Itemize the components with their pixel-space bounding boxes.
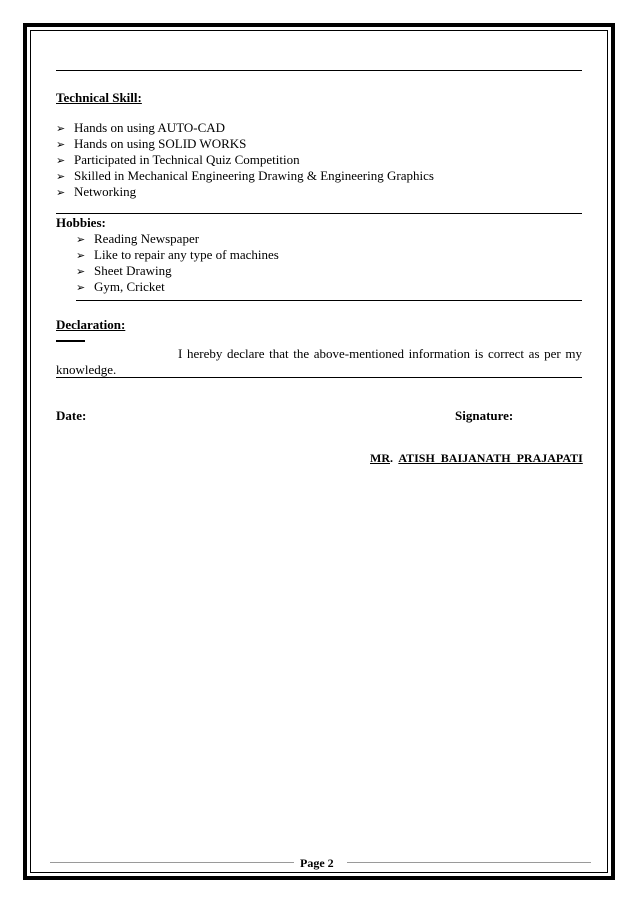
list-item: ➢ Hands on using AUTO-CAD bbox=[56, 120, 226, 135]
arrow-bullet-icon: ➢ bbox=[56, 122, 66, 135]
arrow-bullet-icon: ➢ bbox=[76, 233, 86, 246]
page-number: Page 2 bbox=[300, 856, 334, 870]
date-label: Date: bbox=[56, 408, 87, 423]
arrow-bullet-icon: ➢ bbox=[56, 154, 66, 167]
list-item: ➢ Like to repair any type of machines bbox=[76, 247, 279, 262]
name-prefix: MR bbox=[370, 451, 390, 465]
list-item: ➢ Skilled in Mechanical Engineering Drawing & Engineering Graphics bbox=[56, 168, 434, 183]
technical-divider bbox=[56, 213, 582, 214]
list-item: ➢ Participated in Technical Quiz Competition bbox=[56, 152, 300, 167]
list-item: ➢ Networking bbox=[56, 184, 137, 199]
arrow-bullet-icon: ➢ bbox=[56, 138, 66, 151]
arrow-bullet-icon: ➢ bbox=[56, 186, 66, 199]
list-item: ➢ Sheet Drawing bbox=[76, 263, 172, 278]
arrow-bullet-icon: ➢ bbox=[76, 281, 86, 294]
technical-skill-heading: Technical Skill: bbox=[56, 90, 142, 105]
declaration-short-rule bbox=[56, 340, 85, 342]
name-dot: . bbox=[390, 451, 393, 465]
arrow-bullet-icon: ➢ bbox=[76, 249, 86, 262]
hobbies-heading: Hobbies: bbox=[56, 215, 106, 230]
declaration-divider bbox=[56, 377, 582, 378]
list-item: ➢ Reading Newspaper bbox=[76, 231, 200, 246]
arrow-bullet-icon: ➢ bbox=[56, 170, 66, 183]
footer-rule-left bbox=[50, 862, 294, 863]
declaration-heading: Declaration: bbox=[56, 317, 126, 332]
declaration-text-line2: knowledge. bbox=[56, 362, 117, 377]
list-item: ➢ Hands on using SOLID WORKS bbox=[56, 136, 247, 151]
signature-label: Signature: bbox=[455, 408, 514, 423]
declaration-text-line1: I hereby declare that the above-mentioned information is correct as per my bbox=[178, 346, 582, 361]
signatory-name bbox=[370, 450, 583, 466]
footer-rule-right bbox=[347, 862, 591, 863]
arrow-bullet-icon: ➢ bbox=[76, 265, 86, 278]
full-name: ATISH BAIJANATH PRAJAPATI bbox=[398, 451, 583, 465]
top-divider bbox=[56, 70, 582, 71]
hobbies-divider bbox=[76, 300, 582, 301]
list-item: ➢ Gym, Cricket bbox=[76, 279, 165, 294]
